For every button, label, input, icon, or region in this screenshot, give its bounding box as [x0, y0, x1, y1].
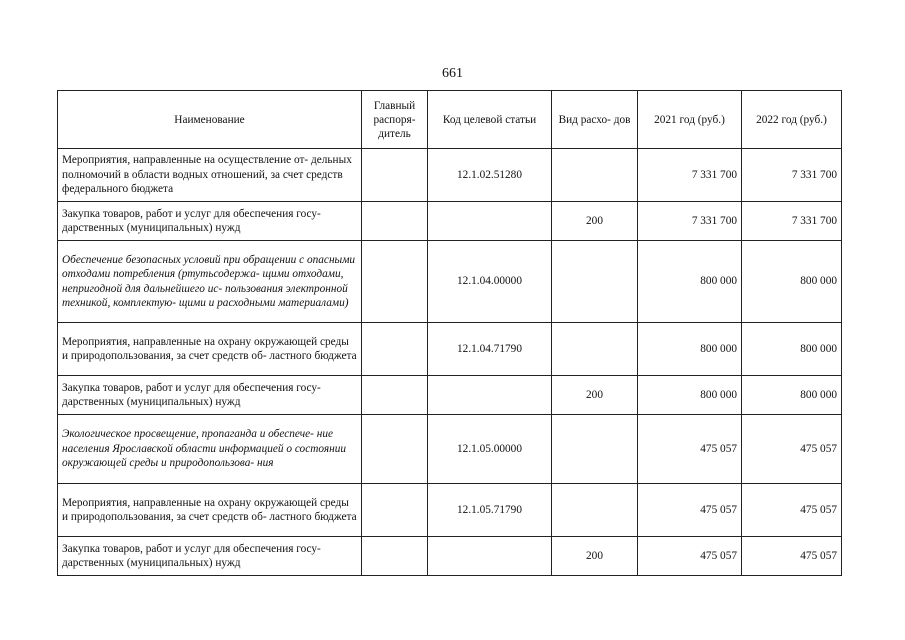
row-name: Экологическое просвещение, пропаганда и обеспече- ние населения Ярославской области информацией о состоянии окружающей среды и природопользова- ния [58, 415, 362, 484]
row-name: Мероприятия, направленные на охрану окружающей среды и природопользования, за счет средств об- ластного бюджета [58, 323, 362, 376]
header-expense-type: Вид расхо- дов [552, 91, 638, 149]
row-target-code [428, 376, 552, 415]
table-row [58, 415, 842, 484]
row-amount-2022: 475 057 [742, 415, 842, 484]
row-amount-2022: 800 000 [742, 241, 842, 323]
row-name: Мероприятия, направленные на осуществление от- дельных полномочий в области водных отношений, за счет средств федерального бюджета [58, 149, 362, 202]
table-row [58, 241, 842, 323]
row-target-code: 12.1.02.51280 [428, 149, 552, 202]
row-manager [362, 376, 428, 415]
table-row [58, 149, 842, 202]
row-name: Закупка товаров, работ и услуг для обеспечения госу- дарственных (муниципальных) нужд [58, 202, 362, 241]
row-manager [362, 323, 428, 376]
table-row [58, 376, 842, 415]
header-name: Наименование [58, 91, 362, 149]
row-manager [362, 202, 428, 241]
row-target-code [428, 202, 552, 241]
row-name: Мероприятия, направленные на охрану окружающей среды и природопользования, за счет средств об- ластного бюджета [58, 484, 362, 537]
row-manager [362, 241, 428, 323]
row-expense-type [552, 415, 638, 484]
table-row [58, 537, 842, 576]
row-amount-2021: 475 057 [638, 537, 742, 576]
row-amount-2021: 475 057 [638, 484, 742, 537]
row-target-code: 12.1.05.00000 [428, 415, 552, 484]
row-target-code: 12.1.04.00000 [428, 241, 552, 323]
row-expense-type: 200 [552, 537, 638, 576]
row-target-code: 12.1.04.71790 [428, 323, 552, 376]
row-amount-2022: 7 331 700 [742, 202, 842, 241]
row-manager [362, 149, 428, 202]
header-manager: Главный распоря- дитель [362, 91, 428, 149]
row-amount-2021: 800 000 [638, 323, 742, 376]
row-amount-2021: 800 000 [638, 241, 742, 323]
row-name: Закупка товаров, работ и услуг для обеспечения госу- дарственных (муниципальных) нужд [58, 537, 362, 576]
row-amount-2021: 475 057 [638, 415, 742, 484]
row-amount-2022: 800 000 [742, 323, 842, 376]
row-expense-type: 200 [552, 202, 638, 241]
row-amount-2022: 800 000 [742, 376, 842, 415]
row-target-code [428, 537, 552, 576]
row-amount-2021: 800 000 [638, 376, 742, 415]
row-expense-type [552, 323, 638, 376]
row-amount-2022: 475 057 [742, 537, 842, 576]
row-amount-2021: 7 331 700 [638, 202, 742, 241]
row-amount-2022: 475 057 [742, 484, 842, 537]
budget-table [57, 90, 842, 576]
row-expense-type [552, 149, 638, 202]
row-expense-type [552, 241, 638, 323]
row-expense-type [552, 484, 638, 537]
row-amount-2021: 7 331 700 [638, 149, 742, 202]
header-year-2021: 2021 год (руб.) [638, 91, 742, 149]
row-target-code: 12.1.05.71790 [428, 484, 552, 537]
table-row [58, 202, 842, 241]
table-row [58, 323, 842, 376]
table-header-row [58, 91, 842, 149]
row-name: Закупка товаров, работ и услуг для обеспечения госу- дарственных (муниципальных) нужд [58, 376, 362, 415]
page-number: 661 [442, 66, 463, 81]
row-manager [362, 537, 428, 576]
row-manager [362, 415, 428, 484]
table-row [58, 484, 842, 537]
header-year-2022: 2022 год (руб.) [742, 91, 842, 149]
row-expense-type: 200 [552, 376, 638, 415]
row-amount-2022: 7 331 700 [742, 149, 842, 202]
row-name: Обеспечение безопасных условий при обращении с опасными отходами потребления (ртутьсодержа- щими отходами, непригодной для дальнейшего ис- пользования электронной техникой, комплектую- щими и расходными материалами) [58, 241, 362, 323]
row-manager [362, 484, 428, 537]
header-target-code: Код целевой статьи [428, 91, 552, 149]
